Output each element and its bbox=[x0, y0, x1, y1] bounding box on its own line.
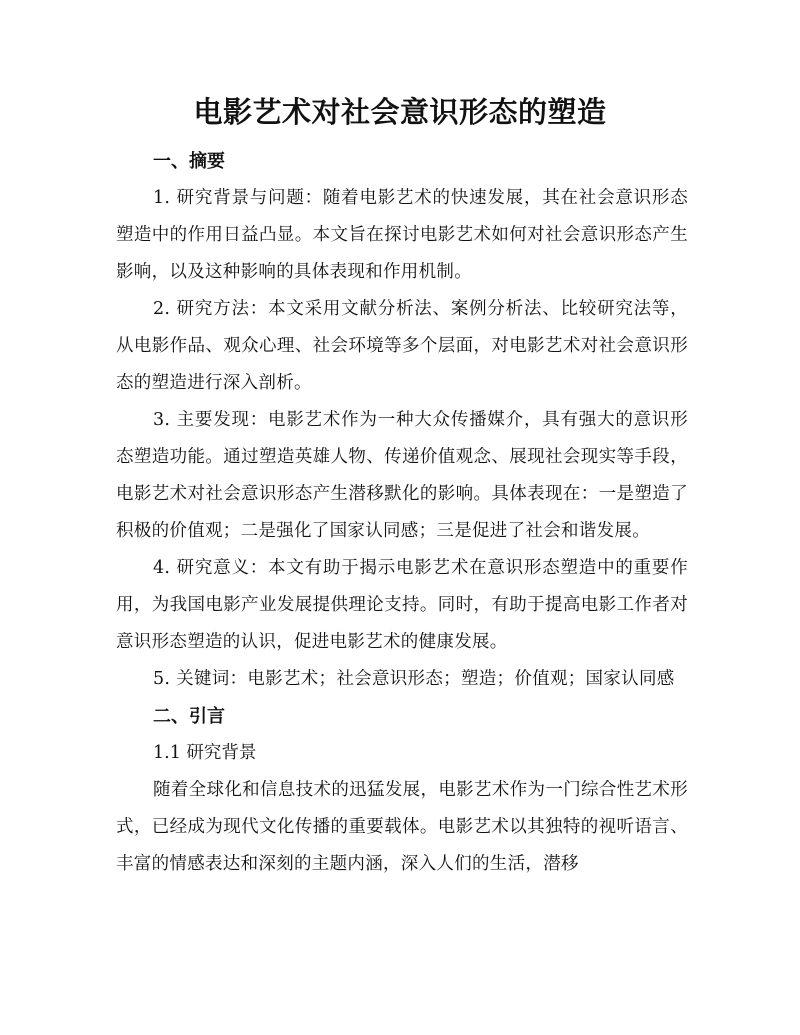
abstract-paragraph-3: 3. 主要发现：电影艺术作为一种大众传播媒介，具有强大的意识形态塑造功能。通过塑造英雄人物、传递价值观念、展现社会现实等手段，电影艺术对社会意识形态产生潜移默化的影响。具体表现在：一是塑造了积极的价值观；二是强化了国家认同感；三是促进了社会和谐发展。 bbox=[116, 410, 688, 541]
section-heading-introduction: 二、引言 bbox=[153, 706, 225, 727]
abstract-paragraph-4: 4. 研究意义：本文有助于揭示电影艺术在意识形态塑造中的重要作用，为我国电影产业发展提供理论支持。同时，有助于提高电影工作者对意识形态塑造的认识，促进电影艺术的健康发展。 bbox=[116, 558, 688, 652]
abstract-paragraph-1: 1. 研究背景与问题：随着电影艺术的快速发展，其在社会意识形态塑造中的作用日益凸显。本文旨在探讨电影艺术如何对社会意识形态产生影响，以及这种影响的具体表现和作用机制。 bbox=[116, 188, 688, 282]
abstract-paragraph-2: 2. 研究方法：本文采用文献分析法、案例分析法、比较研究法等，从电影作品、观众心理、社会环境等多个层面，对电影艺术对社会意识形态的塑造进行深入剖析。 bbox=[116, 299, 688, 393]
document-body bbox=[116, 143, 688, 883]
subsection-heading-background: 1.1 研究背景 bbox=[153, 743, 257, 763]
document-title: 电影艺术对社会意识形态的塑造 bbox=[193, 95, 607, 129]
introduction-paragraph-1: 随着全球化和信息技术的迅猛发展，电影艺术作为一门综合性艺术形式，已经成为现代文化传播的重要载体。电影艺术以其独特的视听语言、丰富的情感表达和深刻的主题内涵，深入人们的生活，潜移 bbox=[116, 780, 688, 874]
abstract-paragraph-5: 5. 关键词：电影艺术；社会意识形态；塑造；价值观；国家认同感 bbox=[153, 669, 675, 689]
section-heading-abstract: 一、摘要 bbox=[153, 151, 225, 172]
